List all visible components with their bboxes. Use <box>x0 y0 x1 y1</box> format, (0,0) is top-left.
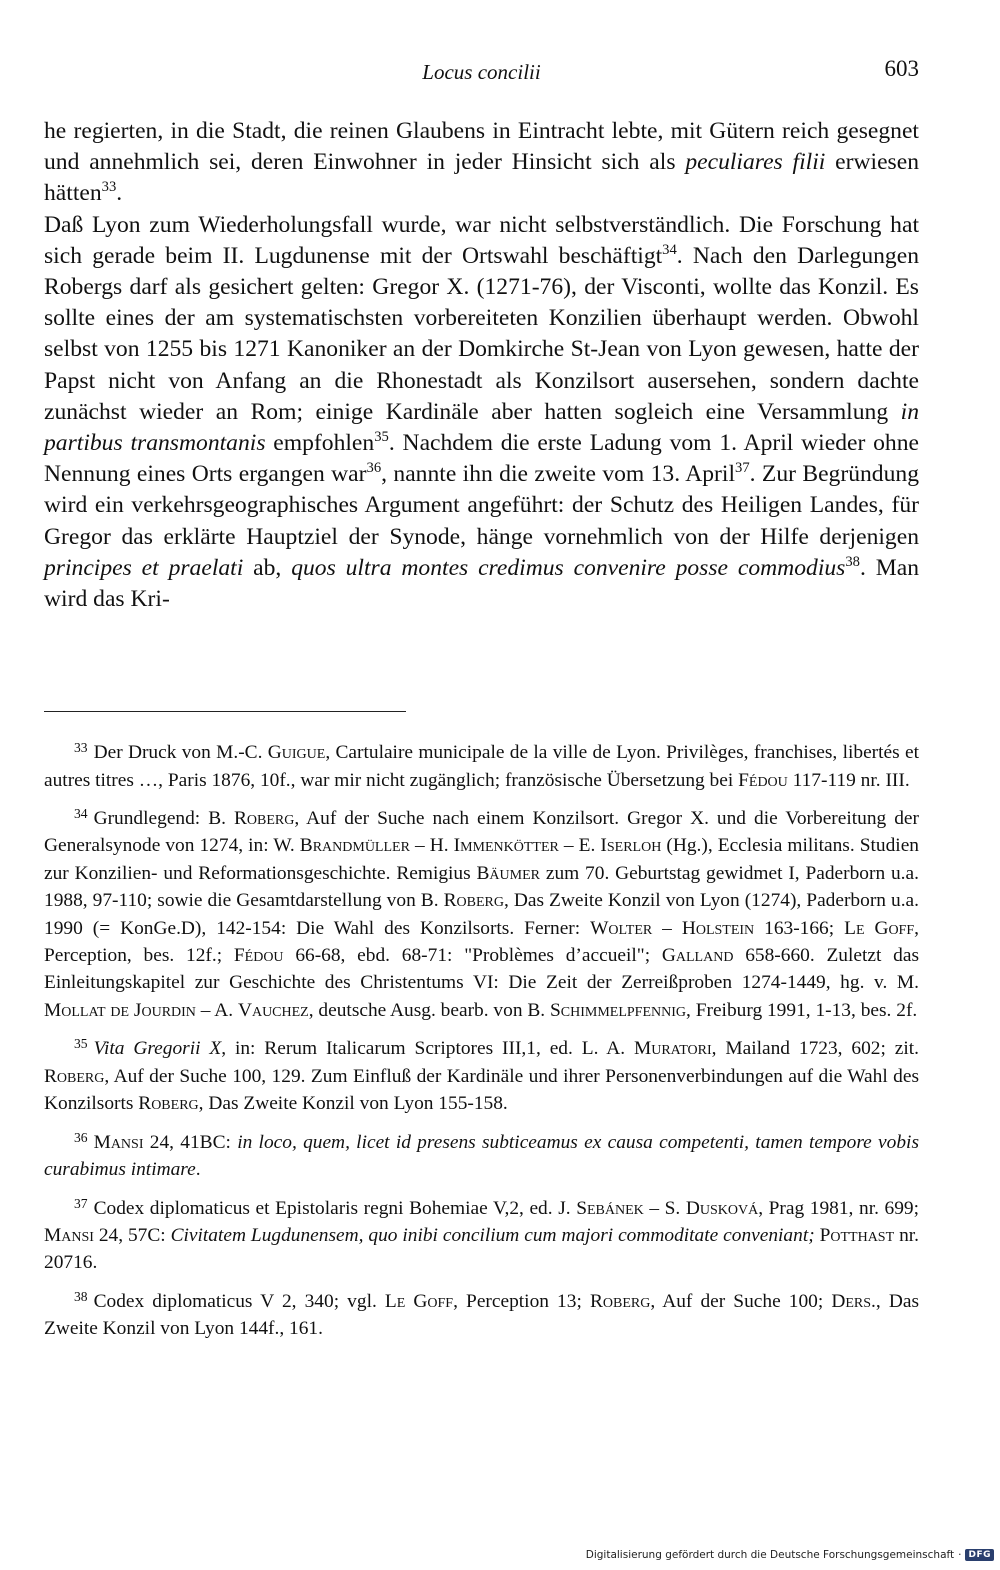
text-run: , Freiburg 1991, 1-13, bes. 2f. <box>686 999 918 1021</box>
small-caps-name: Dusková <box>685 1197 759 1219</box>
text-run: – S. <box>643 1197 686 1219</box>
italic-text: in loco, quem, licet id presens subticeamus ex causa competenti, tamen tempore vobis curabimus intimare <box>44 1131 919 1181</box>
footnote-number: 33 <box>74 740 88 755</box>
text-run: , Auf der Suche 100, 129. Zum Einfluß der Kardinäle und ihrer Personenverbindungen auf die Wahl des Konzilsorts <box>44 1065 919 1115</box>
small-caps-name: Ders. <box>831 1290 876 1312</box>
text-run: empfohlen <box>265 430 375 457</box>
small-caps-name: Vauchez <box>237 999 309 1021</box>
text-run: – E. <box>558 835 601 857</box>
main-text <box>44 116 919 615</box>
paragraph <box>44 210 919 616</box>
footnote-ref: 38 <box>845 554 860 571</box>
footnote-number: 37 <box>74 1195 88 1211</box>
italic-text: Vita Gregorii X <box>93 1038 222 1060</box>
small-caps-name: Roberg <box>233 808 295 830</box>
small-caps-name: Galland <box>661 945 734 967</box>
text-run: Daß Lyon zum Wiederholungsfall wurde, war nicht selbstverständlich. Die Forschung hat sich gerade beim II. Lugdunense mit der Ortswahl beschäftigt <box>44 211 919 269</box>
footnote <box>44 734 919 794</box>
footnote <box>44 1283 919 1343</box>
italic-text: Civitatem Lugdunensem, quo inibi concilium cum majori commoditate conveniant; <box>170 1225 815 1247</box>
text-run: . <box>116 180 123 207</box>
italic-text: in partibus transmontanis <box>44 398 919 457</box>
text-run: , Mailand 1723, 602; zit. <box>711 1038 919 1060</box>
footnote <box>44 800 919 1024</box>
small-caps-name: Potthast <box>819 1225 895 1247</box>
text-run: Der Druck von M.-C. <box>93 742 268 764</box>
small-caps-name: Bäumer <box>476 862 540 884</box>
small-caps-name: Wolter <box>590 917 653 939</box>
text-run: 658-660. Zuletzt das Einleitungskapitel zur Geschichte des Christentums VI: Die Zeit der Zerreißproben 1274-1449, hg. v. M. <box>44 945 919 994</box>
text-run: , in: Rerum Italicarum Scriptores III,1, ed. L. A. <box>221 1038 634 1060</box>
footnote-separator <box>44 711 406 712</box>
text-run: 117-119 nr. III. <box>787 769 910 791</box>
text-run: . Zur Begründung wird ein verkehrsgeographisches Argument angeführt: der Schutz des Heiligen Landes, für Gregor das erklärte Hauptziel der Synode, hänge vornehmlich von der Hilfe derjenigen <box>44 461 919 550</box>
text-run: , Das Zweite Konzil von Lyon 144f., 161. <box>44 1290 920 1340</box>
text-run: nr. 20716. <box>44 1225 919 1274</box>
italic-text: principes et praelati <box>44 554 244 581</box>
text-run: – H. <box>409 835 454 857</box>
dfg-logo: DFG <box>965 1549 994 1561</box>
text-run: , Das Zweite Konzil von Lyon (1274), Paderborn u.a. 1990 (= KonGe.D), 142-154: Die Wahl des Konzilsorts. Ferner: <box>44 890 919 939</box>
text-run: , Perception, bes. 12f.; <box>44 917 919 967</box>
footnote-number: 35 <box>74 1036 88 1052</box>
footnote <box>44 1124 919 1184</box>
text-run: 66-68, ebd. 68-71: "Problèmes d’accueil"; <box>283 945 662 967</box>
text-run: . Man wird das Kri- <box>44 554 919 613</box>
text-run: , Auf der Suche 100; <box>650 1290 832 1312</box>
small-caps-name: Le Goff <box>384 1290 454 1312</box>
footnote-ref: 33 <box>101 179 117 196</box>
text-run: (Hg.), Ecclesia militans. Studien zur Konzilien- und Reformationsgeschichte. Remigius <box>44 835 919 884</box>
small-caps-name: Holstein <box>681 917 755 939</box>
text-run: , deutsche Ausg. bearb. von B. <box>308 999 550 1021</box>
small-caps-name: Roberg <box>44 1065 105 1087</box>
small-caps-name: Schimmelpfennig <box>550 999 687 1021</box>
digitization-credit: Digitalisierung gefördert durch die Deutsche Forschungsgemeinschaft · DFG <box>586 1546 994 1564</box>
text-run: . Nach den Darlegungen Robergs darf als gesichert gelten: Gregor X. (1271-76), der Visconti, wollte das Konzil. Es sollte eines der am systematischsten vorbereiteten Konzilien überhaupt werden. Obwohl selbst von 1255 bis 1271 Kanoniker an der Domkirche St-Jean von Lyon gewesen, hatte der Papst nicht von Anfang an die Rhonestadt als Konzilsort ausersehen, sondern dachte zunächst wieder an Rom; einige Kardinäle aber hatten sogleich eine Versammlung <box>44 242 919 425</box>
footnote-ref: 36 <box>366 460 382 477</box>
text-run: 24, 41BC: <box>143 1131 238 1153</box>
text-run: , nannte ihn die zweite vom 13. April <box>381 461 736 488</box>
footnote-number: 34 <box>74 805 88 821</box>
running-head <box>44 56 919 90</box>
footnote-ref: 34 <box>662 242 677 259</box>
footnote-ref: 37 <box>735 460 750 477</box>
italic-text: peculiares filii <box>685 149 826 176</box>
paragraph <box>44 116 919 210</box>
text-run: 24, 57C: <box>93 1225 171 1247</box>
small-caps-name: Fédou <box>233 945 284 967</box>
small-caps-name: Roberg <box>589 1290 651 1312</box>
small-caps-name: Guigue <box>267 742 326 764</box>
footnote-number: 38 <box>74 1288 88 1304</box>
footnote-ref: 35 <box>374 429 389 446</box>
text-run: , Perception 13; <box>453 1290 590 1312</box>
small-caps-name: Immenkötter <box>453 835 559 857</box>
small-caps-name: Le Goff <box>844 917 915 939</box>
small-caps-name: Roberg <box>138 1093 199 1115</box>
text-run: Codex diplomaticus V 2, 340; vgl. <box>93 1290 385 1312</box>
small-caps-name: Mansi <box>93 1131 144 1153</box>
digitization-credit-text: Digitalisierung gefördert durch die Deutsche Forschungsgemeinschaft <box>585 1549 955 1561</box>
text-run: Codex diplomaticus et Epistolaris regni Bohemiae V,2, ed. J. <box>93 1197 577 1219</box>
small-caps-name: Muratori <box>633 1038 712 1060</box>
text-run: , Das Zweite Konzil von Lyon 155-158. <box>198 1093 508 1115</box>
small-caps-name: Fédou <box>738 769 788 791</box>
text-run: he regierten, in die Stadt, die reinen Glaubens in Eintracht lebte, mit Gütern reich gesegnet und annehmlich sei, deren Einwohner in jeder Hinsicht sich als <box>44 118 919 176</box>
small-caps-name: Iserloh <box>600 835 662 857</box>
text-run: zum 70. Geburtstag gewidmet I, Paderborn u.a. 1988, 97-110; sowie die Gesamtdarstellung von B. <box>44 862 919 912</box>
footnote-number: 36 <box>74 1129 88 1145</box>
small-caps-name: Roberg <box>443 890 504 912</box>
italic-text: quos ultra montes credimus convenire posse commodius <box>291 554 846 581</box>
footnote <box>44 1190 919 1277</box>
text-run: , Cartulaire municipale de la ville de Lyon. Privilèges, franchises, libertés et autres titres …, Paris 1876, 10f., war mir nicht zugänglich; französische Übersetzung bei <box>44 742 919 791</box>
page-number: 603 <box>884 56 919 81</box>
text-run: 163-166; <box>754 917 845 939</box>
small-caps-name: Brandmüller <box>299 835 410 857</box>
footnotes <box>44 734 919 1349</box>
small-caps-name: Mollat de Jourdin <box>44 999 196 1021</box>
text-run: erwiesen hätten <box>44 149 919 207</box>
text-run: , Auf der Suche nach einem Konzilsort. Gregor X. und die Vorbereitung der Generalsynode von 1274, in: W. <box>44 808 919 857</box>
text-run: ab, <box>243 554 292 581</box>
text-run: , Prag 1981, nr. 699; <box>758 1197 919 1219</box>
text-run: – A. <box>195 999 238 1021</box>
text-run: . Nachdem die erste Ladung vom 1. April wieder ohne Nennung eines Orts ergangen war <box>44 430 919 488</box>
running-title: Locus concilii <box>422 60 541 84</box>
text-run: . <box>195 1159 201 1181</box>
text-run: – <box>652 917 682 939</box>
text-run: Grundlegend: B. <box>93 808 234 830</box>
small-caps-name: Sebánek <box>576 1197 644 1219</box>
footnote <box>44 1030 919 1117</box>
small-caps-name: Mansi <box>44 1225 94 1247</box>
